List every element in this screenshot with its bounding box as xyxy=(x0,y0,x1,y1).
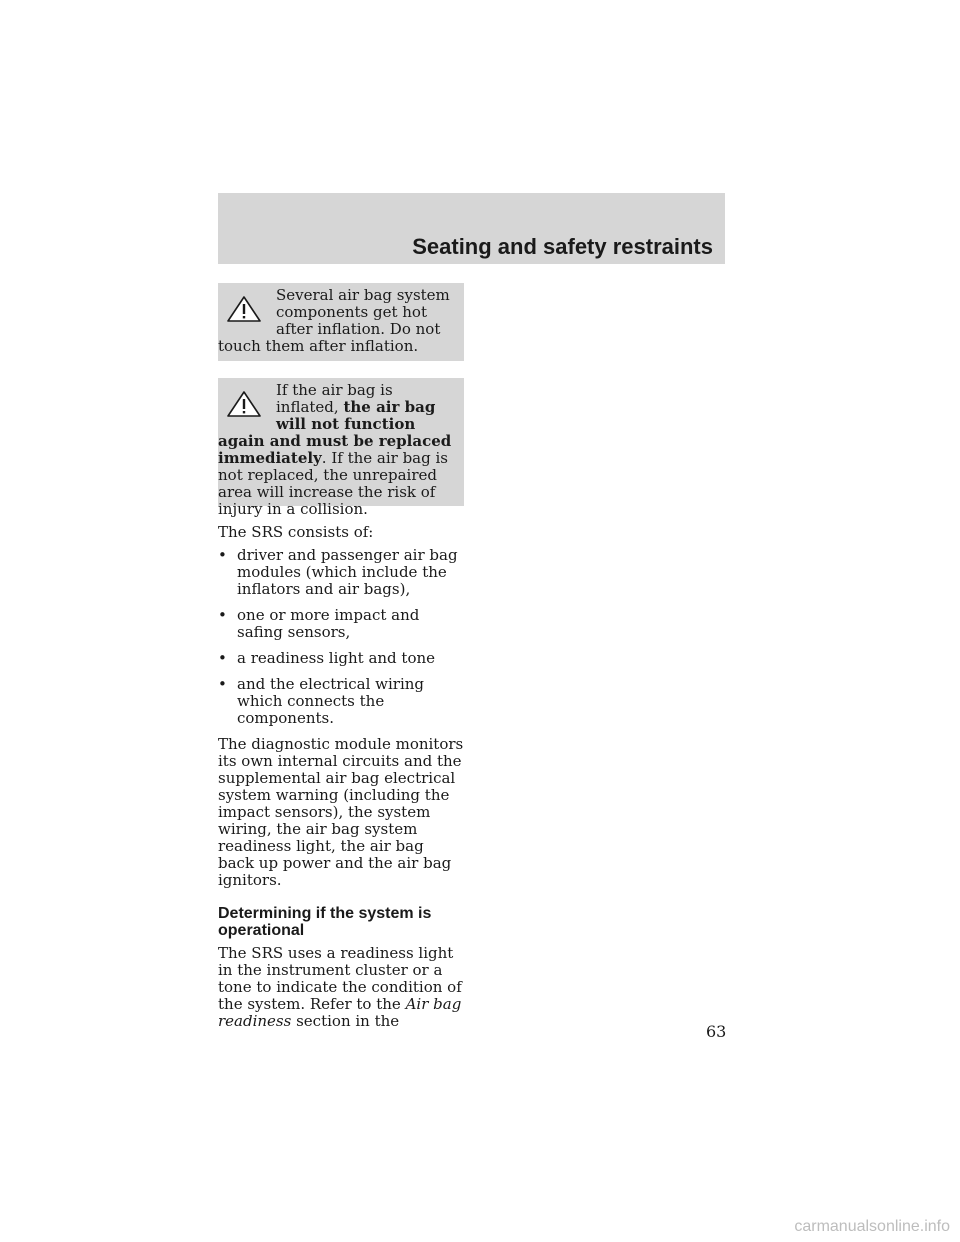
warning-text-tail: . If the air bag is not replaced, the unrepaired area will increase the risk of injury in a collision. xyxy=(218,449,448,518)
bullet-icon: • xyxy=(218,675,227,693)
warning-text: Several air bag system components get hot after inflation. Do not touch them after inflation. xyxy=(218,286,450,355)
list-item-text: one or more impact and safing sensors, xyxy=(237,606,420,641)
warning-box-hot-components xyxy=(218,283,464,361)
main-column xyxy=(218,283,464,1030)
warning-text-emphasis: the air bag will not function again and must be replaced immediately xyxy=(218,398,452,467)
srs-intro: The SRS consists of: xyxy=(218,523,374,541)
operational-text-tail: section in the xyxy=(296,1012,400,1030)
list-item-text: driver and passenger air bag modules (which include the inflators and air bags), xyxy=(237,546,458,598)
warning-text-lead: If the air bag is inflated, xyxy=(276,381,393,416)
warning-box-replace-airbag xyxy=(218,378,464,518)
operational-text-lead: The SRS uses a readiness light in the instrument cluster or a tone to indicate the condition of the system. Refer to the xyxy=(218,944,462,1013)
list-item-text: and the electrical wiring which connects the components. xyxy=(237,675,425,727)
list-item xyxy=(218,547,464,598)
warning-triangle-icon xyxy=(226,295,262,323)
bullet-icon: • xyxy=(218,649,227,667)
cross-reference: Air bag readiness xyxy=(218,995,462,1030)
section-header-band xyxy=(218,193,725,264)
section-title: Seating and safety restraints xyxy=(412,234,713,259)
operational-heading: Determining if the system is operational xyxy=(218,905,432,939)
list-item xyxy=(218,607,464,641)
operational-paragraph xyxy=(218,945,464,1030)
list-item xyxy=(218,676,464,727)
page-number: 63 xyxy=(706,1022,727,1041)
bullet-icon: • xyxy=(218,606,227,624)
bullet-icon: • xyxy=(218,546,227,564)
list-item xyxy=(218,650,464,667)
list-item-text: a readiness light and tone xyxy=(237,649,436,667)
diagnostic-paragraph: The diagnostic module monitors its own internal circuits and the supplemental air bag electrical system warning (including the impact sensors), the system wiring, the air bag system readiness light, the air bag back up power and the air bag ignitors. xyxy=(218,735,464,889)
footer-watermark-url: carmanualsonline.info xyxy=(794,1218,950,1235)
srs-component-list xyxy=(218,547,464,727)
warning-triangle-icon xyxy=(226,390,262,418)
